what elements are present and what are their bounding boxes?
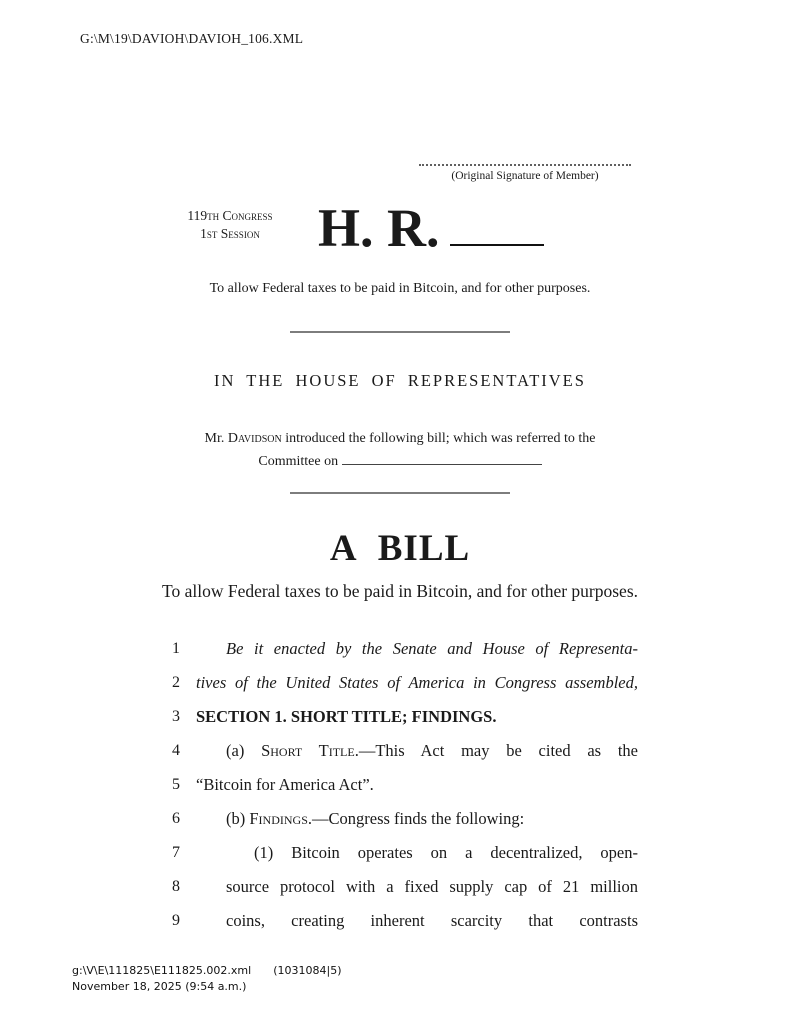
- text-segment: Davidson: [227, 431, 282, 446]
- line-number: 4: [172, 742, 180, 759]
- footer-block: [72, 963, 341, 995]
- line-number: 8: [172, 878, 180, 895]
- session-label: 1st Session: [200, 225, 260, 241]
- bill-text-line: [172, 739, 638, 773]
- text-segment: Mr.: [204, 431, 228, 446]
- footer-date: November 18, 2025 (9:54 a.m.): [72, 980, 247, 993]
- text-segment: Be it enacted by the Senate and House of Representa-: [226, 639, 638, 658]
- line-text: [196, 841, 638, 865]
- line-text: [196, 637, 638, 661]
- long-title: To allow Federal taxes to be paid in Bitcoin, and for other purposes.: [161, 581, 639, 601]
- line-text: [196, 739, 638, 763]
- congress-session-block: [152, 207, 308, 242]
- separator-rule-top: [290, 331, 510, 333]
- footer-line-1: [72, 963, 341, 979]
- text-segment: “Bitcoin for America Act”.: [196, 775, 374, 794]
- separator-rule-middle: [290, 492, 510, 494]
- footer-file-path: g:\V\E\111825\E111825.002.xml: [72, 964, 252, 977]
- measure-title: To allow Federal taxes to be paid in Bitcoin, and for other purposes.: [209, 281, 591, 296]
- chamber-heading: IN THE HOUSE OF REPRESENTATIVES: [214, 371, 586, 390]
- bill-text-line: [172, 875, 638, 909]
- committee-line: [150, 450, 650, 473]
- footer-stamp: (1031084|5): [273, 964, 342, 977]
- line-number: 1: [172, 640, 180, 657]
- bill-text-line: [172, 705, 638, 739]
- bill-text-line: [172, 773, 638, 807]
- body-lines: [172, 637, 638, 943]
- line-text: [196, 909, 638, 933]
- file-reference-header: G:\M\19\DAVIOH\DAVIOH_106.XML: [80, 31, 304, 46]
- line-text: [196, 875, 638, 899]
- text-segment: introduced the following bill; which was referred to the: [281, 431, 596, 446]
- bill-heading: A BILL: [329, 528, 471, 569]
- bill-number-heading: [318, 198, 544, 258]
- text-segment: Findings: [249, 809, 308, 828]
- line-text: [196, 807, 638, 831]
- line-text: [196, 705, 638, 729]
- bill-number-prefix: H. R.: [318, 198, 440, 258]
- bill-text-line: [172, 909, 638, 943]
- text-segment: coins, creating inherent scarcity that contrasts: [226, 911, 638, 930]
- text-segment: Short Title: [261, 741, 355, 760]
- line-number: 9: [172, 912, 180, 929]
- line-text: [196, 773, 638, 797]
- line-number: 7: [172, 844, 180, 861]
- line-text: [196, 671, 638, 695]
- text-segment: SECTION 1. SHORT TITLE; FINDINGS.: [196, 707, 497, 726]
- text-segment: .—Congress finds the following:: [307, 809, 525, 828]
- bill-text-line: [172, 671, 638, 705]
- text-segment: .—This Act may be cited as the: [354, 741, 638, 760]
- text-segment: (a): [226, 741, 262, 760]
- text-segment: tives of the United States of America in Congress assembled,: [196, 673, 638, 692]
- text-segment: (1) Bitcoin operates on a decentralized, open-: [254, 843, 638, 862]
- signature-block: [419, 157, 631, 182]
- sponsor-line: [150, 427, 650, 450]
- bill-text-line: [172, 637, 638, 671]
- line-number: 5: [172, 776, 180, 793]
- text-segment: (b): [226, 809, 250, 828]
- signature-caption: (Original Signature of Member): [451, 170, 599, 182]
- action-block: [150, 427, 650, 473]
- congress-label: 119th Congress: [187, 208, 273, 223]
- signature-dotted-line: [419, 157, 631, 166]
- text-segment: source protocol with a fixed supply cap of 21 million: [226, 877, 638, 896]
- bill-number-blank-line: [450, 244, 544, 246]
- bill-text-line: [172, 807, 638, 841]
- fill-in-blank-line: [342, 464, 542, 465]
- line-number: 6: [172, 810, 180, 827]
- bill-text-line: [172, 841, 638, 875]
- text-segment: Committee on: [258, 454, 342, 469]
- line-number: 2: [172, 674, 180, 691]
- line-number: 3: [172, 708, 180, 725]
